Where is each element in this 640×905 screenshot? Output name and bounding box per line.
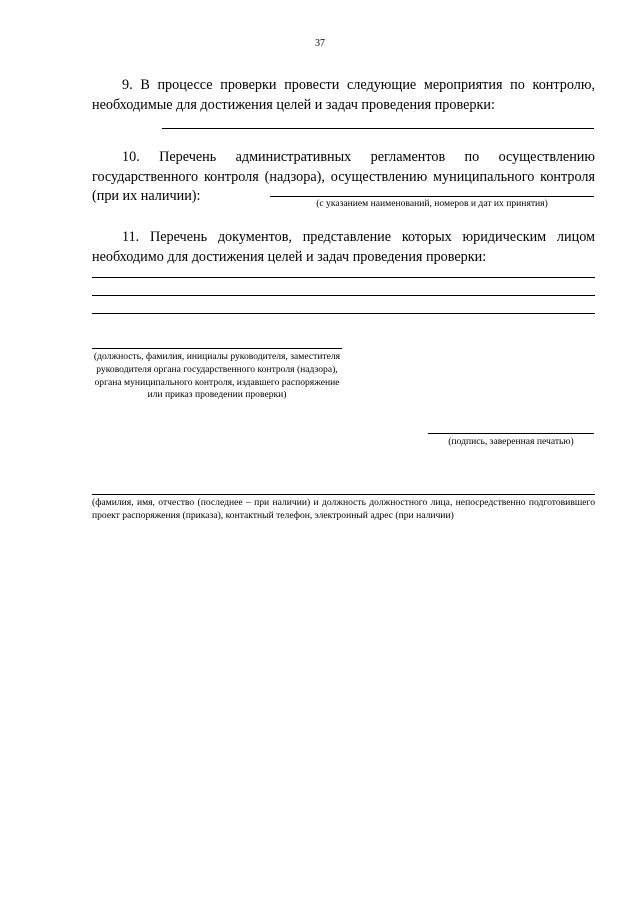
item-11-fill-line-1[interactable] <box>92 277 595 278</box>
signature-caption: (подпись, заверенная печатью) <box>448 436 574 447</box>
signature-fill-line[interactable] <box>428 433 594 434</box>
official-caption: (должность, фамилия, инициалы руководителя, заместителя руководителя органа государственного контроля (надзора), органа муниципального контроля, издавшего распоряжение или приказ проведении проверки) <box>93 351 341 401</box>
preparer-caption: (фамилия, имя, отчество (последнее – при наличии) и должность должностного лица, непосредственно подготовившего проект распоряжения (приказа), контактный телефон, электронный адрес (при наличии) <box>92 497 595 521</box>
item-11-label: 11. Перечень документов, представление которых юридическим лицом необходимо для достижения целей и задач проведения проверки: <box>92 229 595 265</box>
page-number: 37 <box>315 38 325 49</box>
item-9-fill-line[interactable] <box>162 128 594 129</box>
item-9-text <box>92 76 595 115</box>
item-11-fill-line-3[interactable] <box>92 313 595 314</box>
item-10-label: 10. Перечень административных регламентов по осуществлению государственного контроля (надзора), осуществлению муниципального контроля (при их наличии): <box>92 149 595 204</box>
item-9-label: 9. В процессе проверки провести следующие мероприятия по контролю, необходимые для достижения целей и задач проведения проверки: <box>92 77 595 113</box>
item-11-text <box>92 228 595 267</box>
official-fill-line[interactable] <box>92 348 342 349</box>
preparer-fill-line[interactable] <box>92 494 595 495</box>
item-10-caption: (с указанием наименований, номеров и дат их принятия) <box>316 198 548 209</box>
item-11-fill-line-2[interactable] <box>92 295 595 296</box>
item-10-fill-line[interactable] <box>270 196 594 197</box>
